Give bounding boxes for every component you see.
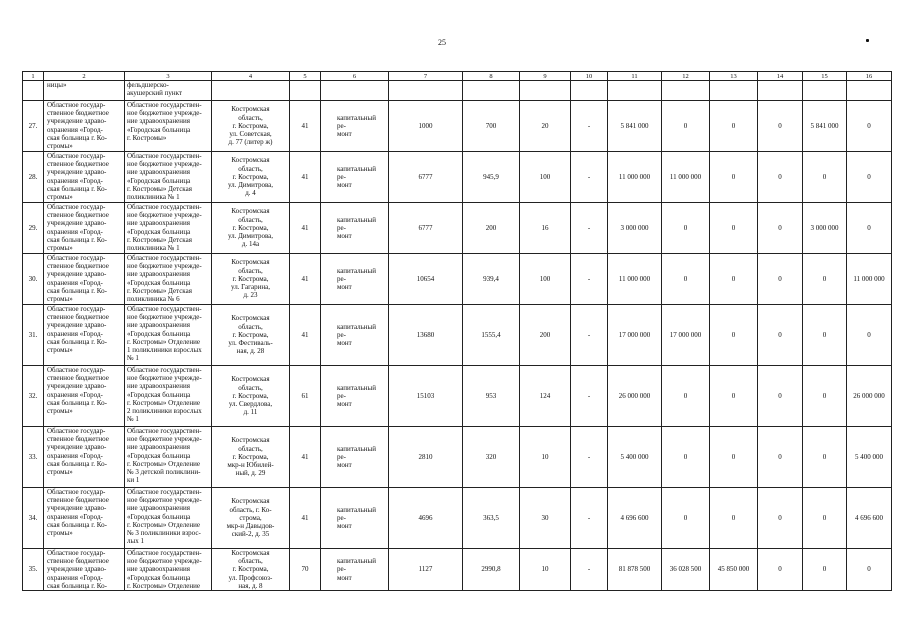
row-number: 33. [23,427,44,488]
organization-cell: Областное государ- ственное бюджетное учреждение здраво- охранения «Город- ская больница г. Ко- стромы» [44,254,125,305]
table-row [23,152,892,203]
cost-year-3-cell: 0 [758,366,803,427]
address-cell: Костромская область, г. Кострома, ул. Димитрова, д. 14а [212,203,290,254]
column-number: 10 [571,72,608,81]
cell-empty [212,81,290,101]
dash-cell: - [571,366,608,427]
address-cell: Костромская область, г. Кострома, ул. Гагарина, д. 23 [212,254,290,305]
organization-cell: Областное государ- ственное бюджетное учреждение здраво- охранения «Город- ская больница г. Ко- стромы» [44,427,125,488]
work-type-cell: капитальный ре- монт [321,203,389,254]
table-row [23,366,892,427]
capacity-cell: 10 [520,427,571,488]
cell-empty [571,81,608,101]
column-number: 6 [321,72,389,81]
column-number: 5 [290,72,321,81]
cell-empty [463,81,520,101]
code-cell: 41 [290,488,321,549]
column-number: 13 [710,72,758,81]
object-name-cell: Областное государствен- ное бюджетное учрежде- ние здравоохранения «Городская больница г. Костромы» Отделение 2 поликлиники взрослых № 1 [125,366,212,427]
table-row [23,549,892,591]
code-cell: 41 [290,101,321,152]
row-number: 27. [23,101,44,152]
page-number: 25 [438,38,446,47]
row-number: 30. [23,254,44,305]
code-cell: 41 [290,427,321,488]
cost-year-3-cell: 0 [758,152,803,203]
cost-year-4-cell: 0 [803,254,847,305]
organization-cell: Областное государ- ственное бюджетное учреждение здраво- охранения «Город- ская больница г. Ко- стромы» [44,101,125,152]
column-number: 16 [847,72,892,81]
cost-year-2-cell: 0 [710,305,758,366]
cost-year-1-cell: 0 [662,203,710,254]
column-number-row [23,72,892,81]
objects-table [22,71,892,591]
total-cost-cell: 26 000 000 [608,366,662,427]
cost-year-1-cell: 11 000 000 [662,152,710,203]
cell-empty [803,81,847,101]
continuation-organization: ницы» [44,81,125,101]
work-type-cell: капитальный ре- монт [321,549,389,591]
row-number: 34. [23,488,44,549]
cost-year-3-cell: 0 [758,305,803,366]
cell-empty [520,81,571,101]
cost-year-1-cell: 0 [662,366,710,427]
total-area-cell: 15103 [389,366,463,427]
column-number: 11 [608,72,662,81]
cost-year-3-cell: 0 [758,101,803,152]
capacity-cell: 200 [520,305,571,366]
cost-year-5-cell: 26 000 000 [847,366,892,427]
object-name-cell: Областное государствен- ное бюджетное учрежде- ние здравоохранения «Городская больница г. Костромы» Детская поликлиника № 1 [125,203,212,254]
table-row [23,254,892,305]
total-area-cell: 13680 [389,305,463,366]
total-area-cell: 4696 [389,488,463,549]
repair-area-cell: 945,9 [463,152,520,203]
column-number: 15 [803,72,847,81]
table-row [23,101,892,152]
dash-cell: - [571,427,608,488]
table-row [23,427,892,488]
code-cell: 70 [290,549,321,591]
row-number: 28. [23,152,44,203]
capacity-cell: 20 [520,101,571,152]
capacity-cell: 124 [520,366,571,427]
work-type-cell: капитальный ре- монт [321,488,389,549]
cost-year-5-cell: 0 [847,203,892,254]
column-number: 9 [520,72,571,81]
cell-empty [290,81,321,101]
cost-year-2-cell: 0 [710,101,758,152]
total-cost-cell: 4 696 600 [608,488,662,549]
address-cell: Костромская область, г. Кострома, ул. Советская, д. 77 (литер ж) [212,101,290,152]
cost-year-1-cell: 0 [662,488,710,549]
cost-year-1-cell: 36 028 500 [662,549,710,591]
code-cell: 41 [290,254,321,305]
cost-year-4-cell: 5 841 000 [803,101,847,152]
cost-year-1-cell: 0 [662,254,710,305]
cost-year-5-cell: 11 000 000 [847,254,892,305]
column-number: 7 [389,72,463,81]
cost-year-5-cell: 0 [847,152,892,203]
cost-year-5-cell: 5 400 000 [847,427,892,488]
repair-area-cell: 200 [463,203,520,254]
row-number: 31. [23,305,44,366]
dash-cell: - [571,101,608,152]
capacity-cell: 100 [520,152,571,203]
cost-year-5-cell: 0 [847,549,892,591]
cell-empty [662,81,710,101]
object-name-cell: Областное государствен- ное бюджетное учрежде- ние здравоохранения «Городская больница г. Костромы» [125,101,212,152]
cost-year-5-cell: 0 [847,305,892,366]
cost-year-2-cell: 0 [710,203,758,254]
organization-cell: Областное государ- ственное бюджетное учреждение здраво- охранения «Город- ская больница г. Ко- стромы» [44,305,125,366]
address-cell: Костромская область, г. Кострома, мкр-н Юбилей- ный, д. 29 [212,427,290,488]
total-area-cell: 1000 [389,101,463,152]
organization-cell: Областное государ- ственное бюджетное учреждение здраво- охранения «Город- ская больница г. Ко- стромы» [44,488,125,549]
column-number: 2 [44,72,125,81]
cost-year-4-cell: 0 [803,152,847,203]
capacity-cell: 100 [520,254,571,305]
cell-empty [710,81,758,101]
cost-year-3-cell: 0 [758,203,803,254]
cell-empty [608,81,662,101]
address-cell: Костромская область, г. Ко- строма, мкр-н Давыдов- ский-2, д. 35 [212,488,290,549]
repair-area-cell: 700 [463,101,520,152]
object-name-cell: Областное государствен- ное бюджетное учрежде- ние здравоохранения «Городская больница г. Костромы» Отделение № 3 детской поликлини- ки 1 [125,427,212,488]
address-cell: Костромская область, г. Кострома, ул. Профсоюз- ная, д. 8 [212,549,290,591]
corner-mark [866,39,869,42]
dash-cell: - [571,549,608,591]
cell-empty [389,81,463,101]
cost-year-3-cell: 0 [758,488,803,549]
row-number: 29. [23,203,44,254]
cost-year-4-cell: 0 [803,366,847,427]
dash-cell: - [571,254,608,305]
cost-year-4-cell: 0 [803,488,847,549]
cell-empty [758,81,803,101]
work-type-cell: капитальный ре- монт [321,305,389,366]
work-type-cell: капитальный ре- монт [321,366,389,427]
object-name-cell: Областное государствен- ное бюджетное учрежде- ние здравоохранения «Городская больница г. Костромы» Детская поликлиника № 1 [125,152,212,203]
cost-year-5-cell: 0 [847,101,892,152]
repair-area-cell: 320 [463,427,520,488]
cost-year-4-cell: 0 [803,549,847,591]
address-cell: Костромская область, г. Кострома, ул. Димитрова, д. 4 [212,152,290,203]
total-cost-cell: 11 000 000 [608,152,662,203]
code-cell: 41 [290,152,321,203]
code-cell: 41 [290,203,321,254]
object-name-cell: Областное государствен- ное бюджетное учрежде- ние здравоохранения «Городская больница г. Костромы» Детская поликлиника № 6 [125,254,212,305]
total-cost-cell: 11 000 000 [608,254,662,305]
organization-cell: Областное государ- ственное бюджетное учреждение здраво- охранения «Город- ская больница г. Ко- стромы» [44,152,125,203]
table-row [23,203,892,254]
code-cell: 41 [290,305,321,366]
cost-year-1-cell: 0 [662,427,710,488]
capacity-cell: 30 [520,488,571,549]
repair-area-cell: 363,5 [463,488,520,549]
total-cost-cell: 3 000 000 [608,203,662,254]
total-cost-cell: 5 400 000 [608,427,662,488]
cost-year-1-cell: 17 000 000 [662,305,710,366]
cost-year-4-cell: 3 000 000 [803,203,847,254]
cost-year-5-cell: 4 696 600 [847,488,892,549]
cell-empty [23,81,44,101]
object-name-cell: Областное государствен- ное бюджетное учрежде- ние здравоохранения «Городская больница г. Костромы» Отделение 1 поликлиники взрослых № 1 [125,305,212,366]
total-cost-cell: 17 000 000 [608,305,662,366]
dash-cell: - [571,488,608,549]
cost-year-3-cell: 0 [758,427,803,488]
object-name-cell: Областное государствен- ное бюджетное учрежде- ние здравоохранения «Городская больница г. Костромы» Отделение № 3 поликлиники взрос- лых 1 [125,488,212,549]
cost-year-1-cell: 0 [662,101,710,152]
address-cell: Костромская область, г. Кострома, ул. Свердлова, д. 11 [212,366,290,427]
work-type-cell: капитальный ре- монт [321,427,389,488]
organization-cell: Областное государ- ственное бюджетное учреждение здраво- охранения «Город- ская больница г. Ко- стромы» [44,203,125,254]
work-type-cell: капитальный ре- монт [321,152,389,203]
repair-area-cell: 939,4 [463,254,520,305]
organization-cell: Областное государ- ственное бюджетное учреждение здраво- охранения «Город- ская больница г. Ко- стромы» [44,366,125,427]
column-number: 8 [463,72,520,81]
continuation-row [23,81,892,101]
cost-year-2-cell: 0 [710,254,758,305]
cost-year-2-cell: 0 [710,152,758,203]
total-area-cell: 1127 [389,549,463,591]
object-name-cell: Областное государствен- ное бюджетное учрежде- ние здравоохранения «Городская больница г. Костромы» Отделение [125,549,212,591]
column-number: 14 [758,72,803,81]
dash-cell: - [571,203,608,254]
cost-year-2-cell: 0 [710,366,758,427]
column-number: 4 [212,72,290,81]
cost-year-3-cell: 0 [758,549,803,591]
total-area-cell: 10654 [389,254,463,305]
cost-year-2-cell: 45 850 000 [710,549,758,591]
cell-empty [321,81,389,101]
address-cell: Костромская область, г. Кострома, ул. Фестиваль- ная, д. 28 [212,305,290,366]
column-number: 12 [662,72,710,81]
capacity-cell: 16 [520,203,571,254]
repair-area-cell: 1555,4 [463,305,520,366]
row-number: 35. [23,549,44,591]
total-area-cell: 2810 [389,427,463,488]
total-area-cell: 6777 [389,152,463,203]
cost-year-3-cell: 0 [758,254,803,305]
work-type-cell: капитальный ре- монт [321,254,389,305]
repair-area-cell: 2990,8 [463,549,520,591]
total-cost-cell: 5 841 000 [608,101,662,152]
work-type-cell: капитальный ре- монт [321,101,389,152]
cost-year-4-cell: 0 [803,427,847,488]
table-row [23,305,892,366]
column-number: 3 [125,72,212,81]
organization-cell: Областное государ- ственное бюджетное учреждение здраво- охранения «Город- ская больница г. Ко- [44,549,125,591]
cell-empty [847,81,892,101]
row-number: 32. [23,366,44,427]
capacity-cell: 10 [520,549,571,591]
dash-cell: - [571,305,608,366]
cost-year-4-cell: 0 [803,305,847,366]
repair-area-cell: 953 [463,366,520,427]
continuation-object: фельдшерско- акушерский пункт [125,81,212,101]
cost-year-2-cell: 0 [710,488,758,549]
total-cost-cell: 81 878 500 [608,549,662,591]
code-cell: 61 [290,366,321,427]
table-row [23,488,892,549]
cost-year-2-cell: 0 [710,427,758,488]
total-area-cell: 6777 [389,203,463,254]
dash-cell: - [571,152,608,203]
column-number: 1 [23,72,44,81]
